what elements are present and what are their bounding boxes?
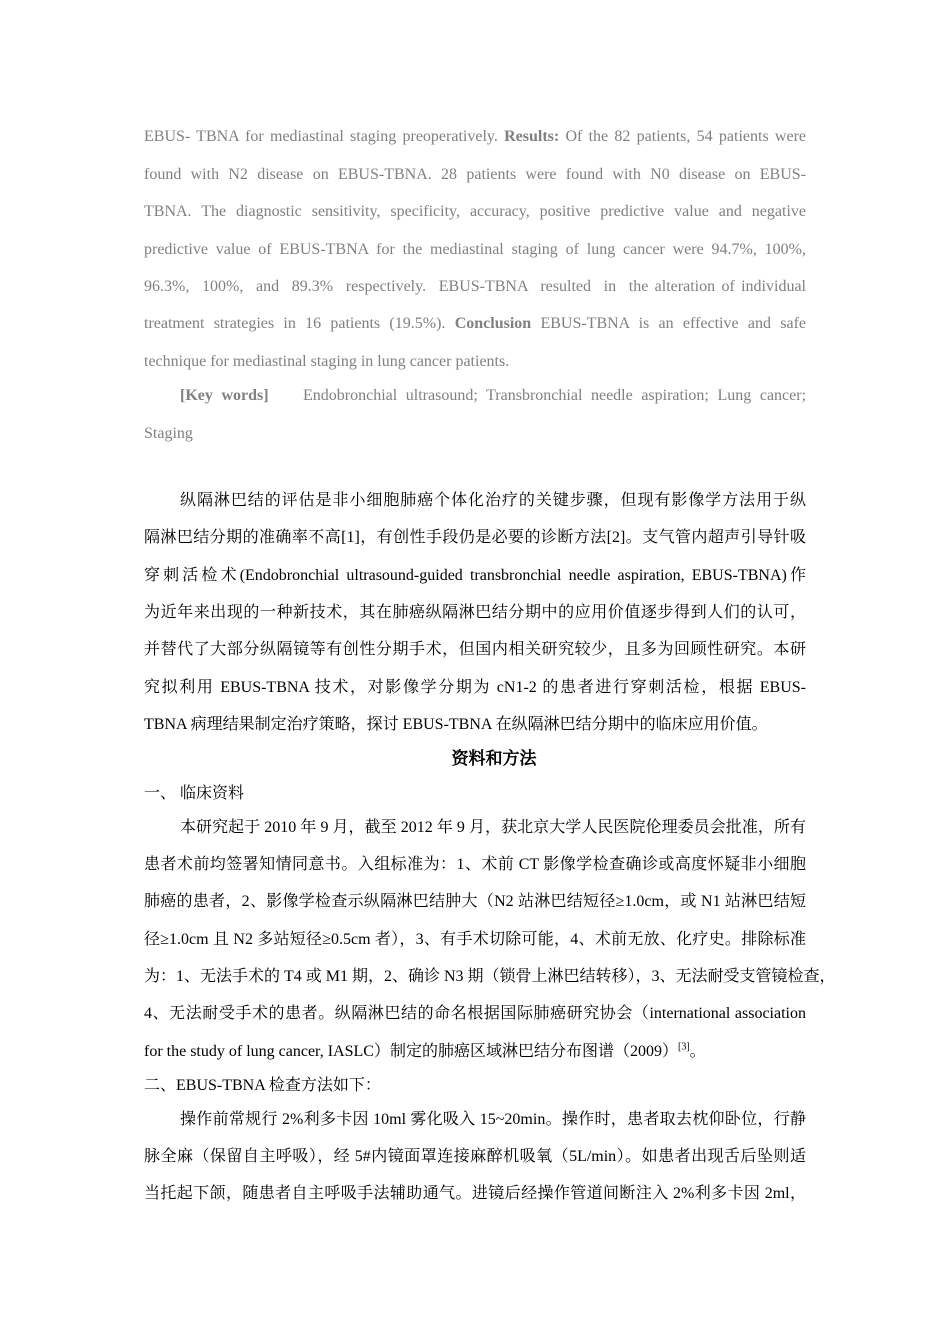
abstract-line: TBNA. The diagnostic sensitivity, specificity, accuracy, positive predictive value and negative	[144, 203, 806, 220]
section-title: 资料和方法	[451, 749, 537, 768]
clinical-line: for the study of lung cancer, IASLC）制定的肺癌区域淋巴结分布图谱（2009）[3]。	[144, 1041, 706, 1060]
intro-line: 穿刺活检术(Endobronchial ultrasound-guided transbronchial needle aspiration, EBUS-TBNA)作	[144, 567, 806, 584]
abstract-line: predictive value of EBUS-TBNA for the mediastinal staging of lung cancer were 94.7%, 100%,	[144, 241, 806, 258]
method-line: 脉全麻（保留自主呼吸），经 5#内镜面罩连接麻醉机吸氧（5L/min）。如患者出现舌后坠则适	[144, 1148, 806, 1165]
abstract-line: 96.3%, 100%, and 89.3% respectively. EBUS-TBNA resulted in the alteration of individual	[144, 278, 806, 295]
subsection-title: 二、EBUS-TBNA 检查方法如下：	[144, 1077, 381, 1094]
clinical-line: 4、无法耐受手术的患者。纵隔淋巴结的命名根据国际肺癌研究协会（international association	[144, 1005, 806, 1022]
clinical-line: 为：1、无法手术的 T4 或 M1 期，2、确诊 N3 期（锁骨上淋巴结转移），3、无法耐受支管镜检查，	[144, 968, 836, 985]
abstract-line: treatment strategies in 16 patients (19.5%). Conclusion EBUS-TBNA is an effective and safe	[144, 315, 807, 332]
keywords-line: Staging	[144, 425, 193, 442]
abstract-line: EBUS- TBNA for mediastinal staging preoperatively. Results: Of the 82 patients, 54 patients were	[144, 128, 807, 145]
citation-ref: [3]	[677, 1041, 690, 1053]
intro-line: 隔淋巴结分期的准确率不高[1]，有创性手段仍是必要的诊断方法[2]。支气管内超声引导针吸	[144, 529, 806, 546]
results-label: Results:	[504, 128, 560, 145]
clinical-line: 患者术前均签署知情同意书。入组标准为：1、术前 CT 影像学检查确诊或高度怀疑非小细胞	[144, 856, 806, 873]
intro-line: 纵隔淋巴结的评估是非小细胞肺癌个体化治疗的关键步骤，但现有影像学方法用于纵	[180, 492, 806, 509]
conclusion-label: Conclusion	[454, 315, 532, 332]
method-line: 操作前常规行 2%利多卡因 10ml 雾化吸入 15~20min。操作时，患者取去枕仰卧位，行静	[180, 1111, 806, 1128]
abstract-line: found with N2 disease on EBUS-TBNA. 28 patients were found with N0 disease on EBUS-	[144, 166, 806, 183]
intro-line: 为近年来出现的一种新技术，其在肺癌纵隔淋巴结分期中的应用价值逐步得到人们的认可，	[144, 604, 806, 621]
clinical-line: 肺癌的患者，2、影像学检查示纵隔淋巴结肿大（N2 站淋巴结短径≥1.0cm，或 N1 站淋巴结短	[144, 893, 806, 910]
intro-line: 究拟利用 EBUS-TBNA 技术，对影像学分期为 cN1-2 的患者进行穿刺活检，根据 EBUS-	[144, 679, 806, 696]
intro-line: 并替代了大部分纵隔镜等有创性分期手术，但国内相关研究较少，且多为回顾性研究。本研	[144, 641, 806, 658]
keywords-line: [Key words] Endobronchial ultrasound; Transbronchial needle aspiration; Lung cancer;	[180, 387, 807, 404]
method-line: 当托起下颌，随患者自主呼吸手法辅助通气。进镜后经操作管道间断注入 2%利多卡因 2ml，	[144, 1185, 806, 1202]
abstract-line: technique for mediastinal staging in lung cancer patients.	[144, 353, 510, 370]
intro-line: TBNA 病理结果制定治疗策略，探讨 EBUS-TBNA 在纵隔淋巴结分期中的临床应用价值。	[144, 716, 768, 733]
clinical-line: 本研究起于 2010 年 9 月，截至 2012 年 9 月，获北京大学人民医院伦理委员会批准，所有	[180, 819, 806, 836]
clinical-line: 径≥1.0cm 且 N2 多站短径≥0.5cm 者），3、有手术切除可能，4、术前无放、化疗史。排除标准	[144, 931, 806, 948]
keywords-label: [Key words]	[180, 387, 269, 404]
subsection-title: 一、 临床资料	[144, 785, 245, 802]
